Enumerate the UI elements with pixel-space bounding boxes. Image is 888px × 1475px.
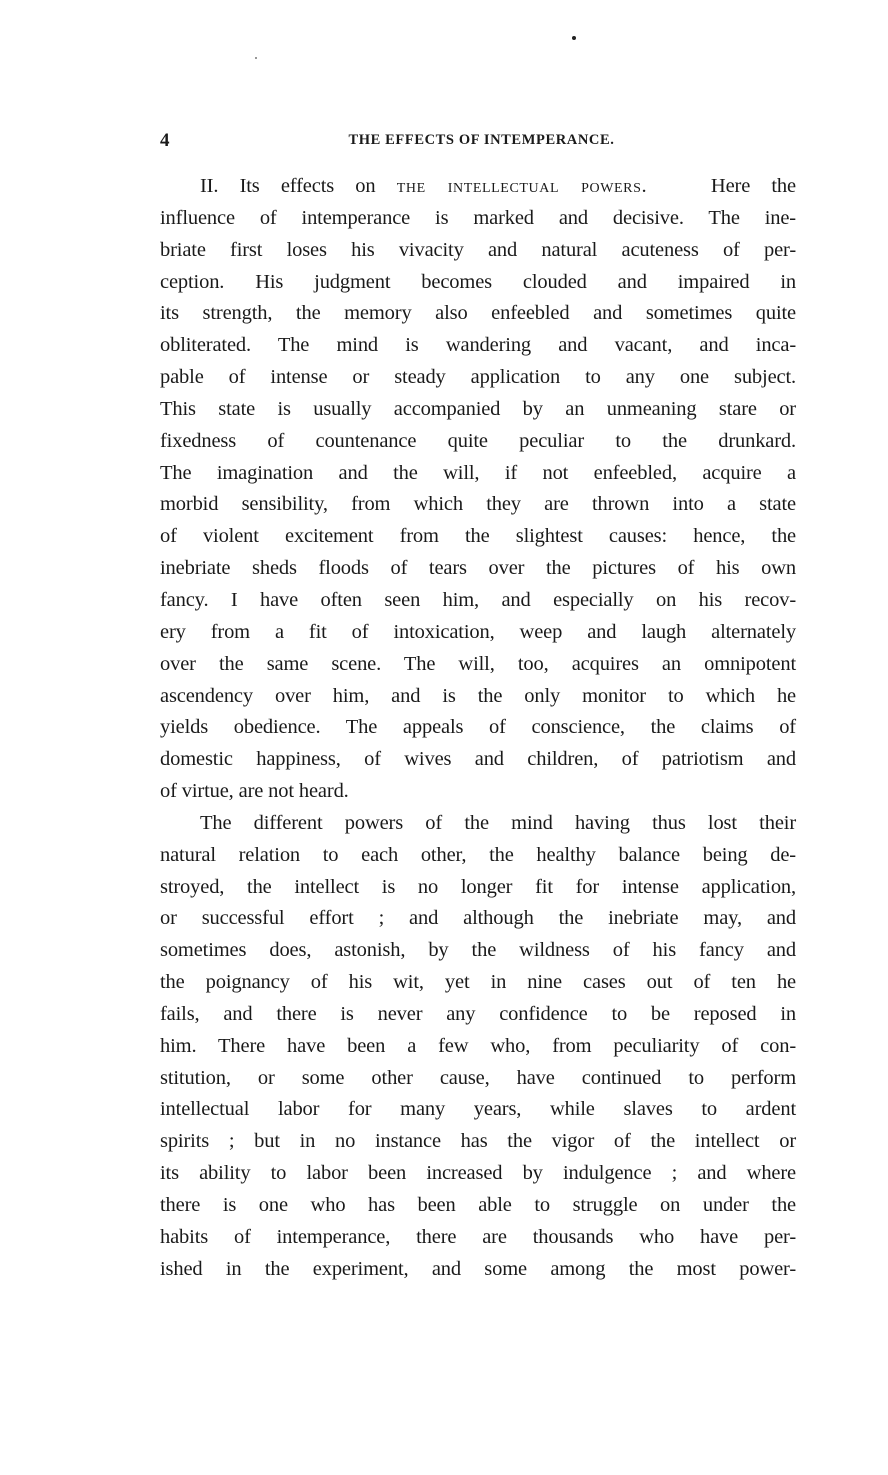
lead-rest: Here the: [710, 175, 796, 197]
text-line: yields obedience. The appeals of conscience, the claims of: [160, 716, 796, 739]
text-line: ascendency over him, and is the only monitor to which he: [160, 684, 796, 707]
text-line: inebriate sheds floods of tears over the pictures of his own: [160, 557, 796, 580]
text-line: of virtue, are not heard.: [160, 780, 349, 803]
paragraph-lead-line: [160, 171, 796, 203]
text-line: fixedness of countenance quite peculiar to the drunkard.: [160, 429, 796, 452]
text-line: stroyed, the intellect is no longer fit for intense application,: [160, 875, 796, 898]
text-line: natural relation to each other, the healthy balance being de-: [160, 843, 796, 866]
text-line: habits of intemperance, there are thousands who have per-: [160, 1225, 796, 1248]
text-line: The different powers of the mind having thus lost their: [200, 811, 796, 834]
running-head: [160, 130, 795, 154]
text-line: the poignancy of his wit, yet in nine cases out of ten he: [160, 971, 796, 994]
text-line: ery from a fit of intoxication, weep and laugh alternately: [160, 620, 796, 643]
text-line: of violent excitement from the slightest causes: hence, the: [160, 525, 796, 548]
scan-speck: [572, 36, 576, 40]
text-line: its strength, the memory also enfeebled and sometimes quite: [160, 302, 796, 325]
text-line: influence of intemperance is marked and decisive. The ine-: [160, 206, 796, 229]
scan-speck: [255, 57, 257, 59]
page-number: 4: [160, 130, 170, 151]
text-line: pable of intense or steady application to any one subject.: [160, 366, 796, 389]
paragraph-intellectual-powers: [160, 171, 796, 808]
text-line: him. There have been a few who, from peculiarity of con-: [160, 1034, 796, 1057]
text-line: This state is usually accompanied by an unmeaning stare or: [160, 397, 796, 420]
section-numeral: II.: [200, 175, 219, 197]
text-line: obliterated. The mind is wandering and vacant, and inca-: [160, 334, 796, 357]
text-line: or successful effort ; and although the inebriate may, and: [160, 907, 796, 930]
text-line: ception. His judgment becomes clouded and impaired in: [160, 270, 796, 293]
text-line: fails, and there is never any confidence to be reposed in: [160, 1002, 796, 1025]
text-line: domestic happiness, of wives and children, of patriotism and: [160, 748, 796, 771]
paragraph-powers-of-mind: [160, 808, 796, 1286]
text-line: morbid sensibility, from which they are thrown into a state: [160, 493, 796, 516]
body-text: [160, 171, 796, 1286]
text-line: fancy. I have often seen him, and especially on his recov-: [160, 588, 796, 611]
text-line: spirits ; but in no instance has the vigor of the intellect or: [160, 1130, 796, 1153]
running-title: THE EFFECTS OF INTEMPERANCE.: [348, 132, 615, 148]
text-line: The imagination and the will, if not enfeebled, acquire a: [160, 461, 796, 484]
text-line: its ability to labor been increased by indulgence ; and where: [160, 1162, 796, 1185]
text-line: intellectual labor for many years, while slaves to ardent: [160, 1098, 796, 1121]
lead-text: Its effects on: [239, 175, 376, 197]
text-line: stitution, or some other cause, have continued to perform: [160, 1066, 796, 1089]
text-line: ished in the experiment, and some among the most power-: [160, 1257, 796, 1280]
text-line: sometimes does, astonish, by the wildness of his fancy and: [160, 939, 796, 962]
section-topic: the intellectual powers.: [396, 175, 648, 197]
text-line: over the same scene. The will, too, acquires an omnipotent: [160, 652, 796, 675]
text-line: there is one who has been able to struggle on under the: [160, 1194, 796, 1216]
text-line: briate first loses his vivacity and natural acuteness of per-: [160, 238, 796, 261]
